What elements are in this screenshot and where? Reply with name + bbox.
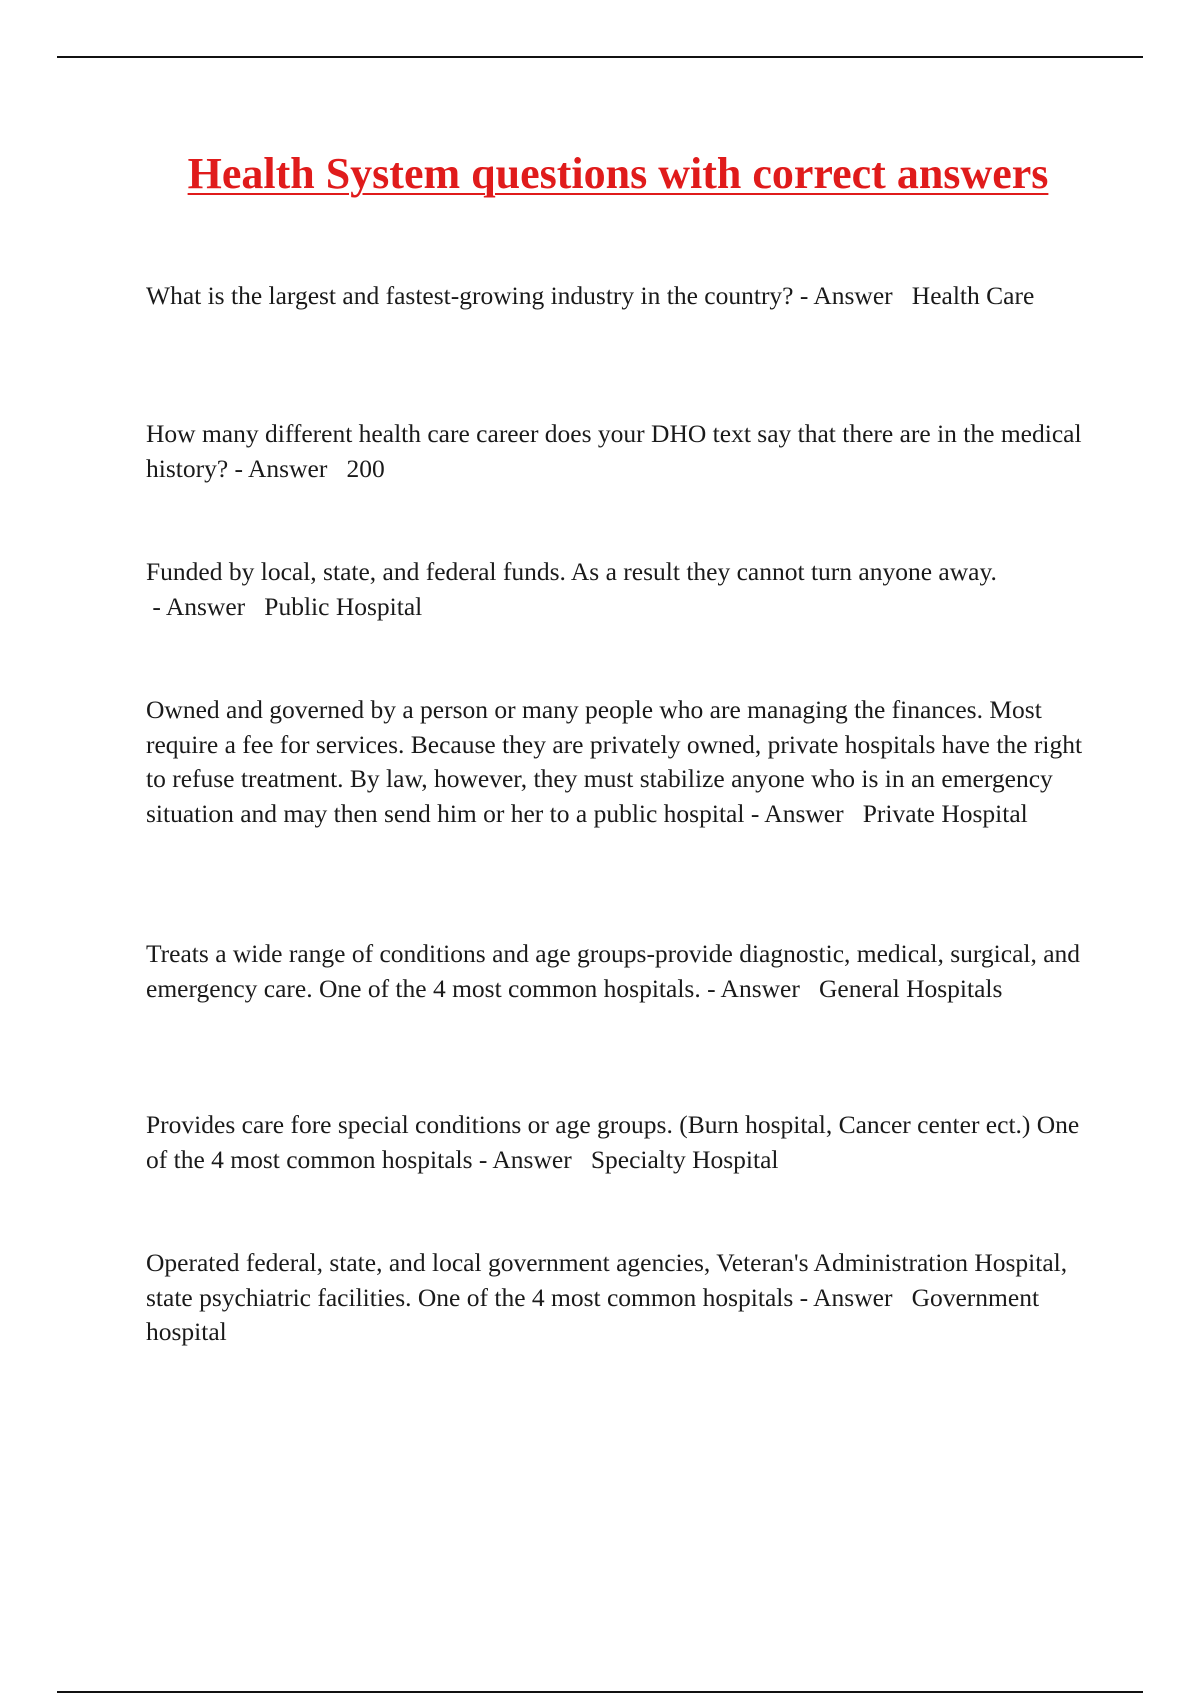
answer-separator: - Answer (793, 281, 912, 310)
qa-item (146, 417, 1096, 486)
answer-text: Public Hospital (264, 591, 423, 621)
answer-text: Private Hospital (862, 798, 1028, 828)
answer-text: General Hospitals (819, 973, 1003, 1003)
answer-text: Government hospital (146, 1282, 1040, 1346)
header-rule (57, 56, 1143, 58)
answer-separator: - Answer (228, 453, 347, 483)
document-title: Health System questions with correct answers (187, 149, 1049, 198)
question-text: Funded by local, state, and federal funds. As a result they cannot turn anyone away. (146, 557, 997, 586)
qa-item (146, 555, 1096, 624)
answer-separator: - Answer (700, 973, 819, 1003)
qa-item (146, 937, 1096, 1006)
question-text: Treats a wide range of conditions and age groups-provide diagnostic, medical, surgical, and emergency care. One of the 4 most common hospitals. (146, 939, 1081, 1003)
qa-item (146, 1108, 1096, 1177)
question-text: Owned and governed by a person or many people who are managing the finances. Most require a fee for services. Because they are privately owned, private hospitals have the right to refuse treatment. By law, however, they must stabilize anyone who is in an emergency situation and may then send him or her to a public hospital (146, 695, 1083, 828)
question-text: What is the largest and fastest-growing industry in the country? (146, 281, 794, 310)
question-text: How many different health care career does your DHO text say that there are in the medical history? (146, 419, 1082, 483)
qa-item (146, 1246, 1096, 1350)
answer-text: Health Care (911, 281, 1035, 310)
answer-separator: - Answer (146, 591, 265, 621)
question-text: Provides care fore special conditions or age groups. (Burn hospital, Cancer center ect.) One of the 4 most common hospitals (146, 1110, 1080, 1174)
answer-separator: - Answer (744, 798, 863, 828)
qa-item (146, 279, 1096, 314)
answer-text: 200 (346, 453, 385, 483)
qa-item (146, 693, 1096, 831)
answer-separator: - Answer (793, 1282, 912, 1312)
answer-separator: - Answer (472, 1144, 591, 1174)
question-text: Operated federal, state, and local government agencies, Veteran's Administration Hospital, state psychiatric facilities. One of the 4 most common hospitals (146, 1248, 1068, 1312)
answer-text: Specialty Hospital (590, 1144, 779, 1174)
footer-rule (57, 1691, 1143, 1693)
